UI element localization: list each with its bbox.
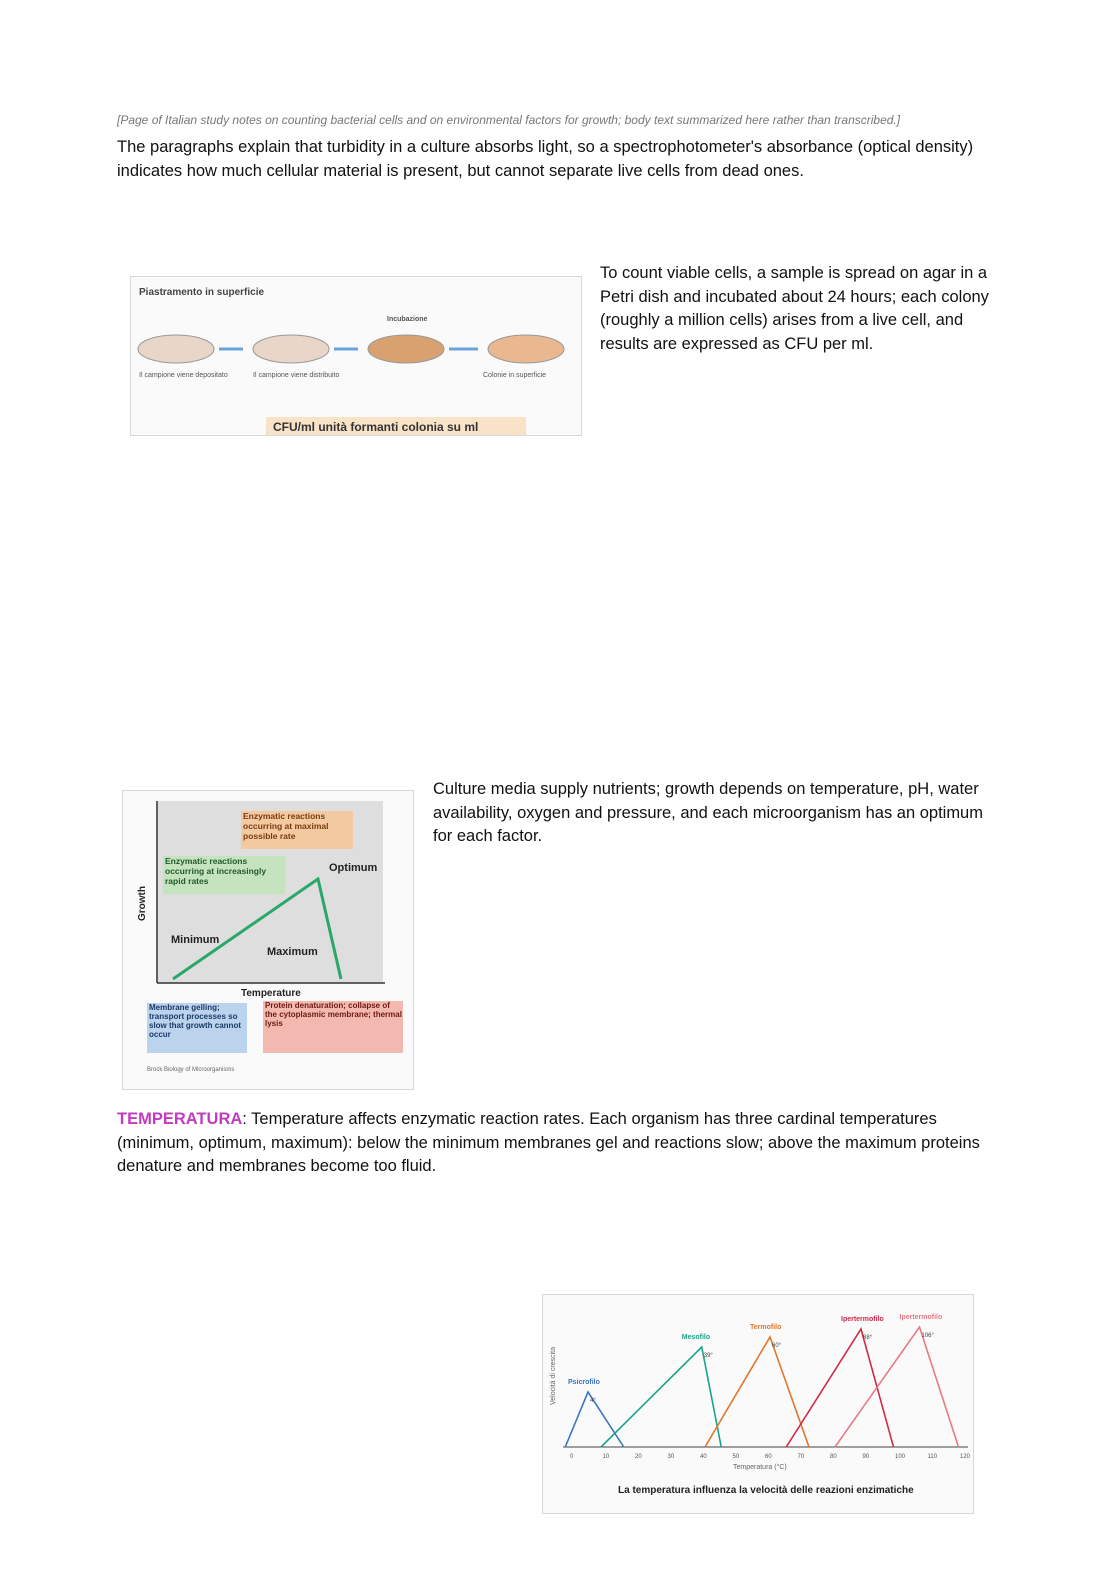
fig3-curve-1 (601, 1347, 721, 1447)
box-maximal-rate-text: Enzymatic reactions occurring at maximal possible rate (243, 811, 329, 841)
summary-paragraph-2: To count viable cells, a sample is spread on agar in a Petri dish and incubated about 24 hours; each colony (roughly a million cells) arises from a live cell, and results are expressed as CFU per ml. (600, 264, 989, 353)
fig2-y-label: Growth (137, 886, 148, 921)
summary-notice: [Page of Italian study notes on counting bacterial cells and on environmental factors for growth; body text summarized here rather than transcribed.] (117, 113, 901, 127)
fig3-label-2: Termofilo (750, 1324, 782, 1331)
summary-paragraph-4-text: Temperature affects enzymatic reaction rates. Each organism has three cardinal temperatures (minimum, optimum, maximum): below the minimum membranes gel and reactions slow; above the maximum proteins denature and membranes become too fluid. (117, 1110, 980, 1175)
summary-paragraph-1: The paragraphs explain that turbidity in a culture absorbs light, so a spectrophotometer's absorbance (optical density) indicates how much cellular material is present, but cannot separate live cells from dead ones. (117, 138, 974, 180)
fig3-curve-4 (835, 1327, 959, 1447)
label-minimum: Minimum (171, 934, 220, 946)
fig3-label-1: Mesofilo (681, 1334, 711, 1341)
box-increasing-rate-text: Enzymatic reactions occurring at increasingly rapid rates (165, 856, 267, 886)
fig3-caption: La temperatura influenza la velocità delle reazioni enzimatiche (618, 1485, 914, 1496)
cardinal-temperatures-figure (122, 790, 414, 1090)
fig1-caption: CFU/ml unità formanti colonia su ml (273, 420, 479, 434)
fig1-step1: Il campione viene depositato (139, 372, 228, 379)
fig3-x-label: Temperatura (°C) (733, 1464, 787, 1471)
fig3-tick-11: 110 (927, 1454, 938, 1460)
fig3-tick-10: 100 (895, 1454, 906, 1460)
fig3-tick-3: 30 (667, 1454, 675, 1460)
fig3-tick-1: 10 (602, 1454, 610, 1460)
thermal-classes-figure (542, 1294, 974, 1514)
fig3-tick-8: 80 (830, 1454, 837, 1460)
fig3-tick-12: 120 (960, 1454, 971, 1460)
summary-paragraph-3: Culture media supply nutrients; growth depends on temperature, pH, water availability, oxygen and pressure, and each microorganism has an optimum for each factor. (433, 780, 983, 845)
box-protein-denaturation-text: Protein denaturation; collapse of the cytoplasmic membrane; thermal lysis (265, 1001, 402, 1028)
box-membrane-gelling-text: Membrane gelling; transport processes so slow that growth cannot occur (149, 1003, 241, 1039)
label-maximum: Maximum (267, 946, 318, 958)
petri-dish-2 (253, 335, 329, 363)
fig3-tick-2: 20 (635, 1454, 642, 1460)
fig3-opt-2: 60° (772, 1343, 782, 1349)
fig3-curve-2 (705, 1337, 809, 1447)
fig1-step4: Colonie in superficie (483, 372, 547, 379)
fig3-tick-0: 0 (570, 1454, 574, 1460)
fig3-y-label: Velocità di crescita (550, 1347, 557, 1405)
fig3-label-3: Ipertermofilo (841, 1316, 884, 1323)
fig3-opt-0: 4° (590, 1398, 596, 1404)
label-optimum: Optimum (329, 862, 378, 874)
petri-dish-1 (138, 335, 214, 363)
fig3-label-0: Psicrofilo (568, 1379, 600, 1386)
fig3-tick-7: 70 (797, 1454, 805, 1460)
petri-dish-4 (488, 335, 564, 363)
fig1-step3: Incubazione (387, 316, 428, 323)
fig1-step2: Il campione viene distribuito (253, 372, 340, 379)
fig2-x-label: Temperature (241, 988, 301, 999)
petri-dish-3 (368, 335, 444, 363)
fig3-opt-4: 106° (921, 1333, 934, 1339)
spread-plate-figure (130, 276, 582, 436)
fig3-tick-6: 60 (765, 1454, 772, 1460)
fig3-tick-9: 90 (862, 1454, 870, 1460)
fig3-opt-1: 39° (703, 1353, 713, 1359)
summary-paragraph-4: TEMPERATURA: Temperature affects enzymatic reaction rates. Each organism has three cardinal temperatures (minimum, optimum, maximum): below the minimum membranes gel and reactions slow; above the maximum proteins denature and membranes become too fluid. (117, 1110, 980, 1175)
fig3-tick-5: 50 (732, 1454, 740, 1460)
fig2-credit: Brock Biology of Microorganisms (147, 1067, 235, 1073)
temperatura-heading: TEMPERATURA (117, 1110, 243, 1128)
fig3-opt-3: 88° (863, 1335, 873, 1341)
fig3-label-4: Ipertermofilo (899, 1314, 943, 1321)
fig3-tick-4: 40 (700, 1454, 707, 1460)
fig1-title: Piastramento in superficie (139, 287, 265, 298)
